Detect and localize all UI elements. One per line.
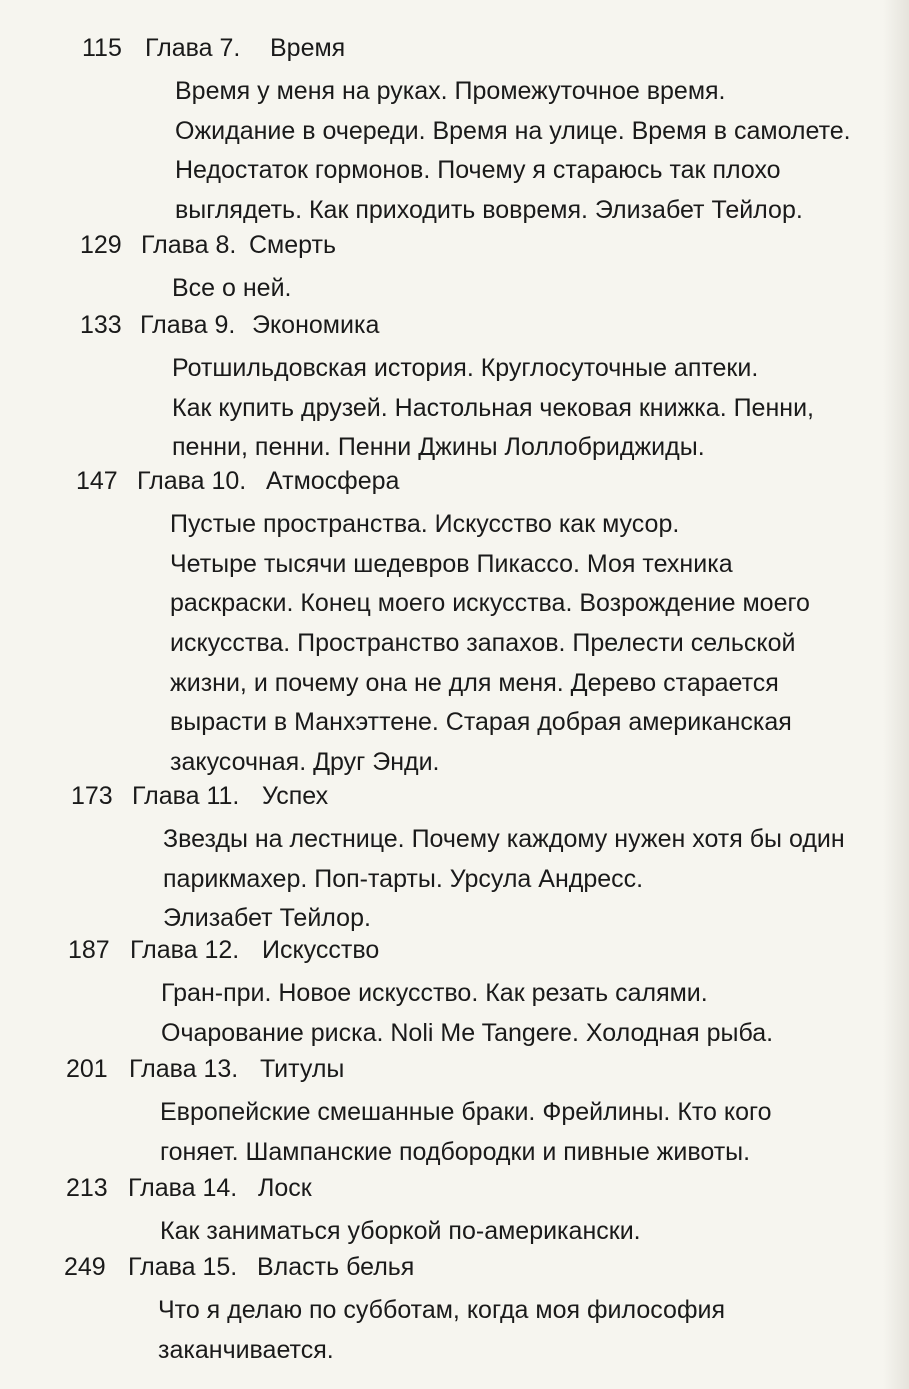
chapter-title: Атмосфера [266,467,400,495]
chapter-description [160,1212,641,1252]
chapter-label: Глава 11. [132,782,240,810]
description-line: раскраски. Конец моего искусства. Возрождение моего [170,589,810,618]
description-line: вырасти в Манхэттене. Старая добрая американская [170,708,792,737]
description-line: Время у меня на руках. Промежуточное время. [175,77,726,105]
page-number: 129 [80,231,122,259]
description-line: Ротшильдовская история. Круглосуточные аптеки. [172,354,759,382]
description-line: Очарование риска. Noli Me Tangere. Холодная рыба. [161,1018,774,1047]
description-line: Звезды на лестнице. Почему каждому нужен хотя бы один [163,825,845,853]
chapter-label: Глава 13. [129,1055,239,1083]
description-line: Как заниматься уборкой по-американски. [160,1217,641,1245]
description-line: Четыре тысячи шедевров Пикассо. Моя техника [170,549,733,578]
description-line: Элизабет Тейлор. [163,904,371,933]
chapter-description [170,505,810,783]
chapter-title: Власть белья [257,1253,415,1281]
page-number: 249 [64,1253,106,1281]
page-edge-shadow [883,0,909,1389]
chapter-label: Глава 9. [140,311,236,339]
description-line: Недостаток гормонов. Почему я стараюсь так плохо [175,156,781,185]
description-line: выглядеть. Как приходить вовремя. Элизабет Тейлор. [175,196,803,225]
description-line: Европейские смешанные браки. Фрейлины. Кто кого [160,1098,772,1126]
page-number: 187 [68,936,110,964]
page-number: 147 [76,467,118,495]
description-line: пенни, пенни. Пенни Джины Лоллобриджиды. [172,433,705,462]
chapter-description [158,1291,725,1370]
chapter-description [161,974,773,1053]
chapter-title: Искусство [262,936,380,964]
chapter-title: Время [270,34,346,62]
description-line: Что я делаю по субботам, когда моя философия [158,1296,726,1324]
page-number: 173 [71,782,113,810]
chapter-description [175,72,851,231]
description-line: закусочная. Друг Энди. [170,748,440,777]
description-line: парикмахер. Поп-тарты. Урсула Андресс. [163,864,644,893]
description-line: гоняет. Шампанские подбородки и пивные животы. [160,1137,751,1166]
chapter-description [163,820,845,939]
description-line: жизни, и почему она не для меня. Дерево старается [170,668,779,697]
chapter-label: Глава 10. [137,467,247,495]
chapter-title: Титулы [260,1055,345,1083]
chapter-label: Глава 7. [145,34,241,62]
description-line: Все о ней. [172,274,292,302]
chapter-label: Глава 8. [141,231,237,259]
chapter-label: Глава 14. [128,1174,238,1202]
description-line: искусства. Пространство запахов. Прелести сельской [170,629,796,658]
page-number: 213 [66,1174,108,1202]
description-line: Гран-при. Новое искусство. Как резать салями. [161,979,708,1007]
chapter-title: Экономика [252,311,380,339]
description-line: Как купить друзей. Настольная чековая книжка. Пенни, [172,393,814,422]
description-line: Пустые пространства. Искусство как мусор. [170,510,680,538]
chapter-title: Успех [262,782,329,810]
page-number: 115 [82,34,122,62]
chapter-title: Лоск [258,1174,312,1202]
chapter-title: Смерть [249,231,336,259]
chapter-label: Глава 15. [128,1253,238,1281]
description-line: Ожидание в очереди. Время на улице. Время в самолете. [175,116,851,145]
page-number: 133 [80,311,122,339]
chapter-description [172,349,814,468]
chapter-description [172,269,292,309]
page-number: 201 [66,1055,108,1083]
chapter-description [160,1093,772,1172]
description-line: заканчивается. [158,1335,334,1364]
chapter-label: Глава 12. [130,936,240,964]
